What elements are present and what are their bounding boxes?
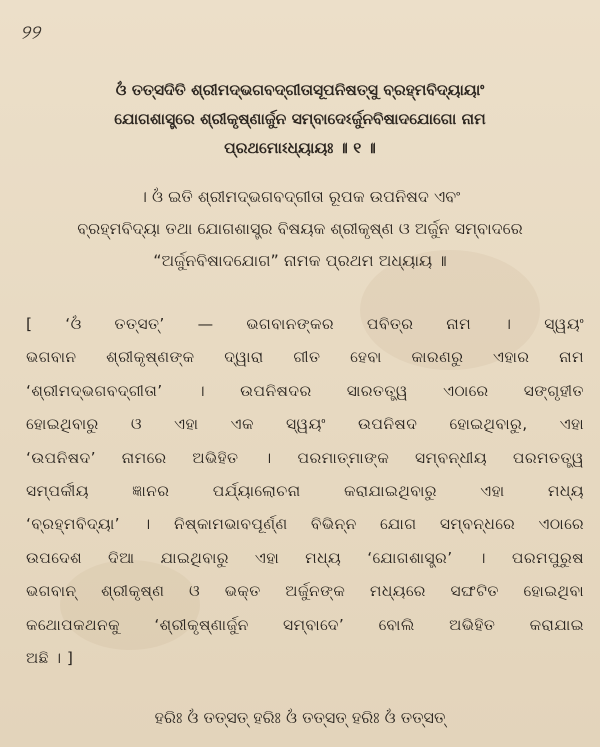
colophon-line: ଯୋଗଶାସ୍ତ୍ରେ ଶ୍ରୀକୃଷ୍ଣାର୍ଜୁନ ସମ୍ବାଦେଽର୍ଜୁନବିଷାଦଯୋଗୋ ନାମ: [114, 110, 486, 128]
summary-line: ବ୍ରହ୍ମବିଦ୍ୟା ତଥା ଯୋଗଶାସ୍ତ୍ର ବିଷୟକ ଶ୍ରୀକୃଷ୍ଣ ଓ ଅର୍ଜୁନ ସମ୍ବାଦରେ: [77, 219, 523, 238]
commentary-line: ହୋଇଥିବାରୁ ଓ ଏହା ଏକ ସ୍ୱୟଂ ଉପନିଷଦ ହୋଇଥିବାରୁ, ଏହା: [26, 415, 584, 434]
commentary-line: ‘ବ୍ରହ୍ମବିଦ୍ୟା’ । ନିଷ୍କାମଭାବପୂର୍ଣ୍ଣ ବିଭିନ୍ନ ଯୋଗ ସମ୍ବନ୍ଧରେ ଏଠାରେ: [26, 515, 584, 534]
commentary-line: [ ‘ଓଁ ତତ୍ସତ୍’ — ଭଗବାନଙ୍କର ପବିତ୍ର ନାମ । ସ୍ୱୟଂ: [26, 315, 584, 333]
commentary-line: କଥୋପକଥନକୁ ‘ଶ୍ରୀକୃଷ୍ଣାର୍ଜୁନ ସମ୍ବାଦେ’ ବୋଲି ଅଭିହିତ କରାଯାଇ: [26, 615, 584, 634]
commentary-line: ଭଗବାନ ଶ୍ରୀକୃଷ୍ଣଙ୍କ ଦ୍ୱାରା ଗୀତ ହେବା କାରଣରୁ ଏହାର ନାମ: [26, 348, 584, 367]
commentary-line: ଉପଦେଶ ଦିଆ ଯାଇଥିବାରୁ ଏହା ମଧ୍ୟ ‘ଯୋଗଶାସ୍ତ୍ର’ । ପରମପୁରୁଷ: [26, 548, 584, 567]
closing-line: ହରିଃ ଓଁ ତତ୍ସତ୍ ହରିଃ ଓଁ ତତ୍ସତ୍ ହରିଃ ଓଁ ତତ୍ସତ୍: [154, 708, 446, 727]
commentary-line: ଅଛି । ]: [26, 648, 74, 667]
colophon-line: ଓଁ ତତ୍ସଦିତି ଶ୍ରୀମଦ୍‌ଭଗବଦ୍‌ଗୀତାସୂପନିଷତ୍ସୁ ବ୍ରହ୍ମବିଦ୍ୟାୟାଂ: [115, 81, 485, 99]
commentary-line: ସମ୍ପର୍କୀୟ ଜ୍ଞାନର ପର୍ଯ୍ୟାଲୋଚନା କରାଯାଇଥିବାରୁ ଏହା ମଧ୍ୟ: [26, 481, 584, 500]
page-number: ୨୨: [20, 20, 40, 44]
commentary-line: ଭଗବାନ୍ ଶ୍ରୀକୃଷ୍ଣ ଓ ଭକ୍ତ ଅର୍ଜୁନଙ୍କ ମଧ୍ୟରେ ସଙ୍ଘଟିତ ହୋଇଥିବା: [26, 582, 584, 601]
summary-line: । ଓଁ ଇତି ଶ୍ରୀମଦ୍‌ଭଗବଦ୍‌ଗୀତା ରୂପକ ଉପନିଷଦ ଏବଂ: [139, 187, 461, 206]
sanskrit-colophon: [0, 76, 600, 163]
summary-line: “ଅର୍ଜୁନବିଷାଦଯୋଗ” ନାମକ ପ୍ରଥମ ଅଧ୍ୟାୟ ॥: [153, 251, 447, 270]
commentary-line: ‘ଉପନିଷଦ’ ନାମରେ ଅଭିହିତ । ପରମାତ୍ମାଙ୍କ ସମ୍ବନ୍ଧୀୟ ପରମତତ୍ତ୍ୱ: [26, 448, 584, 467]
colophon-line: ପ୍ରଥମୋଽଧ୍ୟାୟଃ ॥ ୧ ॥: [224, 139, 376, 157]
closing-invocation: [0, 703, 600, 733]
odia-summary: [0, 181, 600, 277]
commentary-line: ‘ଶ୍ରୀମଦ୍‌ଭଗବଦ୍‌ଗୀତା’ । ଉପନିଷଦର ସାରତତ୍ତ୍ୱ ଏଠାରେ ସଙ୍ଗୃହୀତ: [26, 381, 584, 400]
commentary-paragraph: [26, 308, 584, 675]
